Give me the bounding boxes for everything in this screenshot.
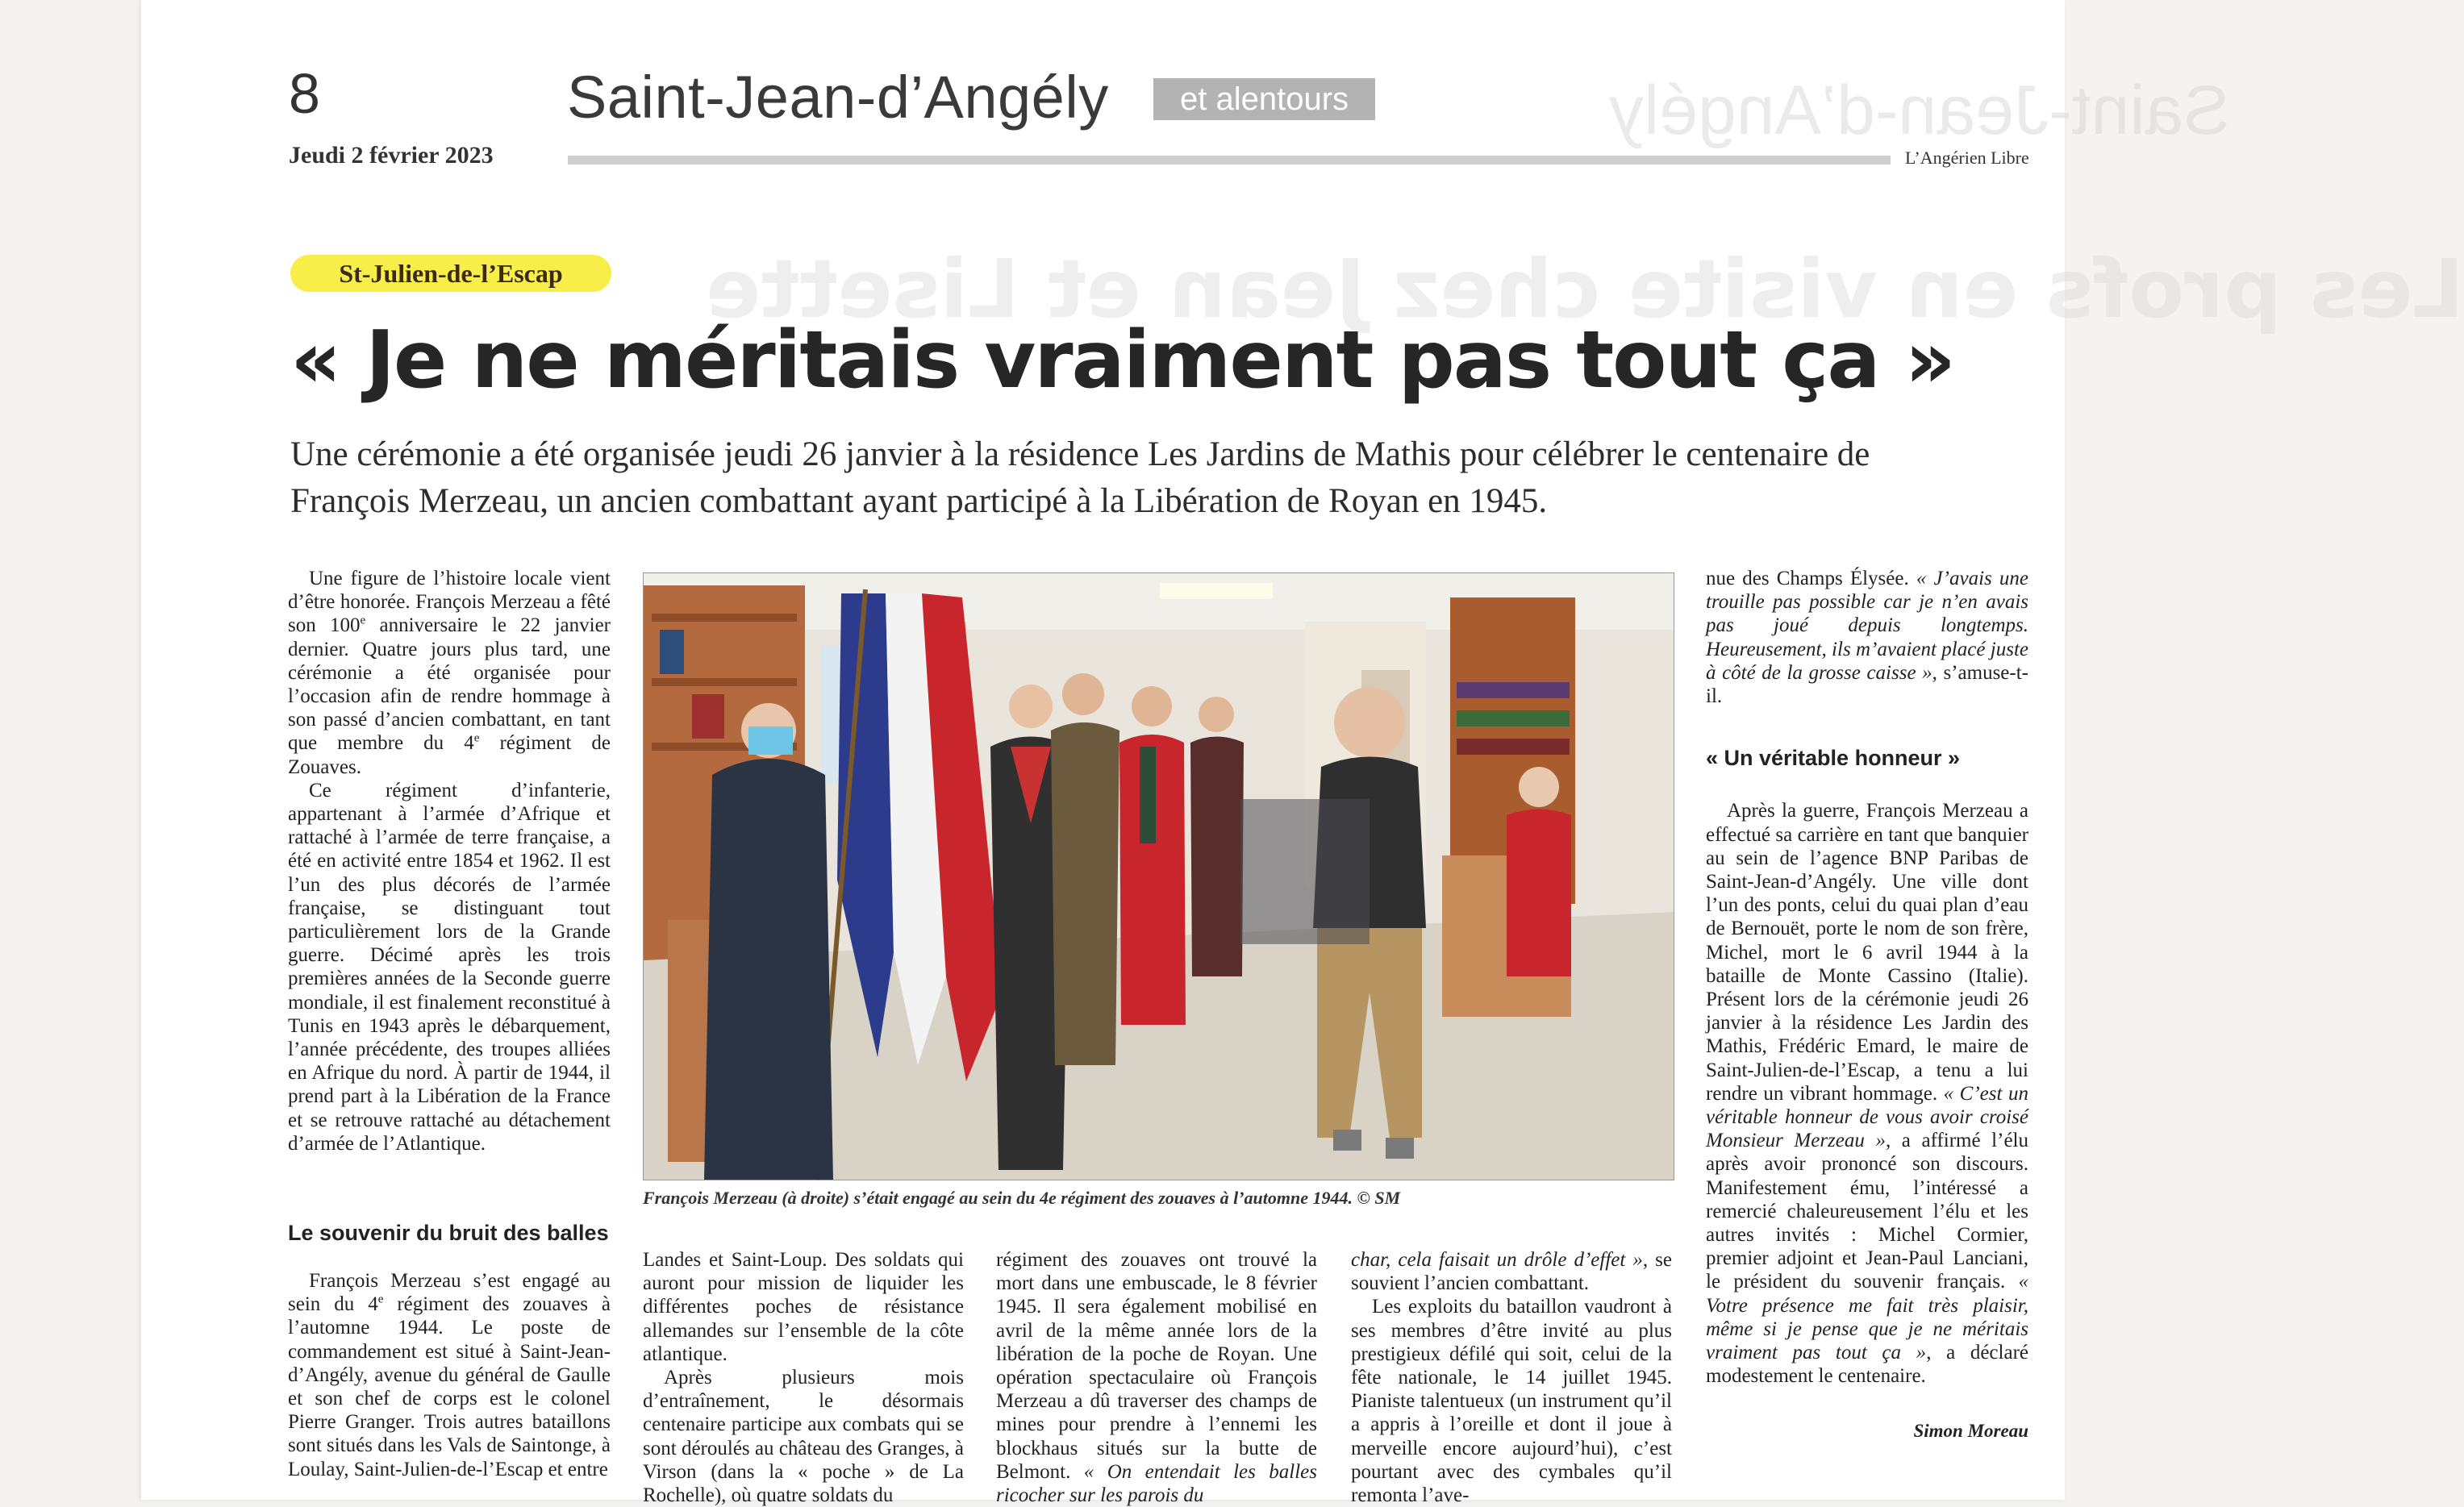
bleed-through-headline: Les profs en visite chez Jean et Lisette — [706, 242, 2464, 336]
article-column-5: nue des Champs Élysée. « J’avais une trouille pas possible car je n’en avais pas joué depuis longtemps. Heureusement, ils m’avaient placé juste à côté de la grosse caisse », s’amuse-t-il. « Un véritable honneur » Après la guerre, François Merzeau a effectué sa carrière en tant que banquier au sein de l’agence BNP Paribas de Saint-Jean-d’Angély. Une ville dont l’un des ponts, celui du quai plan d’eau de Bernouët, porte le nom de son frère, Michel, mort le 6 avril 1944 à la bataille de Monte Cassino (Italie). Présent lors de la cérémonie jeudi 26 janvier à la résidence Les Jardin des Mathis, Frédéric Emard, le maire de Saint-Julien-de-l’Escap, a tenu a lui rendre un vibrant hommage. « C’est un véritable honneur de vous avoir croisé Monsieur Merzeau », a affirmé l’élu après avoir prononcé son discours. Manifestement ému, l’intéressé a remercié chaleureusement l’élu et les autres invités : Michel Cormier, premier adjoint et Jean-Paul Lanciani, le président du souvenir français. « Votre présence me fait très plaisir, même si je pense que je ne méritais vraiment pas tout ça », a déclaré modestement le centenaire. Simon Moreau — [1706, 567, 2028, 1442]
headline: « Je ne méritais vraiment pas tout ça » — [290, 314, 1954, 406]
location-kicker: St-Julien-de-l’Escap — [290, 255, 611, 292]
subhead-veritable-honneur: « Un véritable honneur » — [1706, 746, 1961, 771]
bleed-through-title: Saint-Jean-d’Angély — [1609, 72, 2230, 149]
page-number: 8 — [289, 62, 320, 125]
issue-date: Jeudi 2 février 2023 — [289, 142, 494, 169]
section-title: Saint-Jean-d’Angély — [567, 64, 1109, 131]
article-column-3: régiment des zouaves ont trouvé la mort dans une embuscade, le 8 février 1945. Il sera également mobilisé en avril de la même année lors de la libération de la poche de Royan. Une opération spectaculaire où François Merzeau a dû traverser des champs de mines pour prendre à l’ennemi les blockhaus situés sur la butte de Belmont. « On entendait les balles ricocher sur les parois du — [996, 1249, 1318, 1507]
photo-caption: François Merzeau (à droite) s’était engagé au sein du 4e régiment des zouaves à l’automne 1944. © SM — [643, 1188, 1401, 1208]
subhead-bruit-des-balles: Le souvenir du bruit des balles — [288, 1221, 609, 1245]
article-column-4: char, cela faisait un drôle d’effet », se souvient l’ancien combattant. Les exploits du bataillon vaudront à ses membres d’être invité au plus prestigieux défilé qui soit, celui de la fête nationale, le 14 juillet 1945. Pianiste talentueux (un instrument qu’il a appris à l’oreille et dont il joue à merveille encore aujourd’hui), c’est pourtant avec des cymbales qu’il remonta l’ave- — [1351, 1249, 1672, 1507]
header-rule — [568, 156, 1891, 164]
article-column-1: Une figure de l’histoire locale vient d’être honorée. François Merzeau a fêté son 100e anniversaire le 22 janvier dernier. Quatre jours plus tard, une cérémonie a été organisée pour l’occasion afin de rendre hommage à son passé d’ancien combattant, en tant que membre du 4e régiment de Zouaves. Ce régiment d’infanterie, appartenant à l’armée d’Afrique et rattaché à l’armée de terre française, a été en activité entre 1854 et 1962. Il est l’un des plus décorés de l’armée française, se distinguant tout particulièrement lors de la Grande guerre. Décimé après les trois premières années de la Seconde guerre mondiale, il est finalement reconstitué à Tunis en 1943 après le débarquement, l’année précédente, des troupes alliées en Afrique du nord. À partir de 1944, il prend part à la Libération de la France et se retrouve rattaché au détachement d’armée de l’Atlantique. — [288, 568, 611, 1155]
masthead: L’Angérien Libre — [1905, 148, 2029, 168]
section-tag: et alentours — [1153, 78, 1375, 120]
article-column-2: Landes et Saint-Loup. Des soldats qui auront pour mission de liquider les différentes poches de résistance allemandes sur l’ensemble de la côte atlantique. Après plusieurs mois d’entraînement, le désormais centenaire participe aux combats qui se sont déroulés au château des Granges, à Virson (dans la « poche » de La Rochelle), où quatre soldats du — [643, 1249, 964, 1507]
standfirst: Une cérémonie a été organisée jeudi 26 janvier à la résidence Les Jardins de Mathis pour célébrer le centenaire de François Merzeau, un ancien combattant ayant participé à la Libération de Royan en 1945. — [290, 435, 1870, 520]
article-column-1-lower: François Merzeau s’est engagé au sein du 4e régiment des zouaves à l’automne 1944. Le poste de commandement est situé à Saint-Jean-d’Angély, avenue du général de Gaulle et son chef de corps est le colonel Pierre Granger. Trois autres bataillons sont situés dans les Vals de Saintonge, à Loulay, Saint-Julien-de-l’Escap et entre — [288, 1270, 611, 1480]
ceremony-photo — [643, 572, 1674, 1180]
author-signature: Simon Moreau — [1913, 1420, 2028, 1441]
